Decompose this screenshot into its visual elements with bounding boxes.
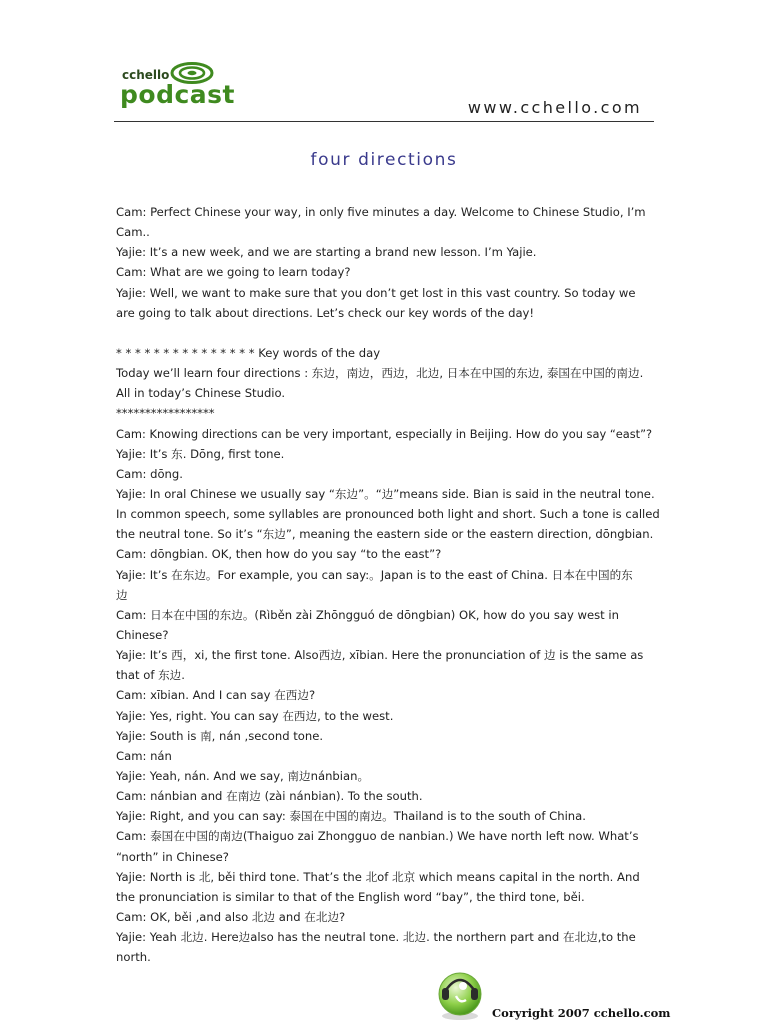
transcript-line: Yajie: In oral Chinese we usually say “东边”。“边”means side. Bian is said in the neutral tone. (116, 486, 655, 501)
transcript-line: Yajie: Well, we want to make sure that you don’t get lost in this vast country. So today we (116, 285, 636, 300)
headphone-globe-icon (432, 966, 488, 1022)
transcript-line: Cam: OK, běi ,and also 北边 and 在北边? (116, 909, 346, 924)
transcript-line: Yajie: It’s 在东边。For example, you can say:。Japan is to the east of China. 日本在中国的东 (116, 567, 633, 582)
transcript-line: “north” in Chinese? (116, 849, 229, 864)
transcript-line: All in today’s Chinese Studio. (116, 386, 286, 401)
header-divider (114, 121, 654, 122)
page-header (114, 56, 656, 122)
transcript-line: Cam: Knowing directions can be very important, especially in Beijing. How do you say “east”? (116, 426, 653, 441)
transcript-line: the pronunciation is similar to that of the English word “bay”, the third tone, běi. (116, 889, 585, 904)
logo-small-text: cchello (122, 68, 170, 82)
transcript-line: Cam: dōng. (116, 466, 183, 481)
site-url: www.cchello.com (467, 98, 642, 117)
copyright-text: Coryright 2007 cchello.com (492, 1006, 671, 1020)
transcript-line: that of 东边. (116, 668, 185, 683)
transcript-line: Yajie: Yes, right. You can say 在西边, to the west. (116, 708, 394, 723)
transcript-line: Yajie: North is 北, běi third tone. That’s the 北of 北京 which means capital in the north. And (116, 869, 640, 884)
transcript-line: Cam: 日本在中国的东边。(Rìběn zài Zhōngguó de dōngbian) OK, how do you say west in (116, 607, 619, 622)
transcript-line: Cam: xībian. And I can say 在西边? (116, 688, 316, 703)
transcript-body (116, 202, 660, 967)
transcript-line: Today we’ll learn four directions : 东边，南边，西边，北边, 日本在中国的东边, 泰国在中国的南边. (116, 366, 644, 381)
transcript-line: 边 (116, 587, 128, 602)
transcript-line: Yajie: It’s 西，xi, the first tone. Also西边, xībian. Here the pronunciation of 边 is the same as (116, 648, 644, 663)
transcript-line: Cam: Perfect Chinese your way, in only five minutes a day. Welcome to Chinese Studio, I’m (116, 205, 646, 219)
transcript-line: In common speech, some syllables are pronounced both light and short. Such a tone is called (116, 507, 660, 522)
transcript-line: Cam: dōngbian. OK, then how do you say “to the east”? (116, 547, 442, 562)
transcript-line: Cam: nánbian and 在南边 (zài nánbian). To the south. (116, 789, 423, 804)
page-title: four directions (310, 150, 458, 170)
transcript-line: north. (116, 950, 151, 965)
transcript-line: Yajie: It’s a new week, and we are starting a brand new lesson. I’m Yajie. (116, 245, 537, 260)
transcript-line: Cam.. (116, 225, 150, 240)
transcript-line: Yajie: Yeah 北边. Here边also has the neutral tone. 北边. the northern part and 在北边,to the (116, 930, 636, 945)
transcript-line: the neutral tone. So it’s “东边”, meaning the eastern side or the eastern direction, dōngbian. (116, 527, 654, 542)
transcript-line: are going to talk about directions. Let’s check our key words of the day! (116, 305, 535, 320)
transcript-line: Yajie: South is 南, nán ,second tone. (116, 728, 324, 743)
transcript-line: Yajie: It’s 东. Dōng, first tone. (116, 446, 285, 461)
transcript-line: Yajie: Right, and you can say: 泰国在中国的南边。Thailand is to the south of China. (116, 809, 586, 824)
transcript-line: Cam: What are we going to learn today? (116, 265, 351, 280)
transcript-line: ***************** (116, 406, 215, 421)
logo-podcast-text: podcast (120, 80, 235, 109)
transcript-line (116, 323, 660, 343)
transcript-line: Yajie: Yeah, nán. And we say, 南边nánbian。 (116, 768, 370, 783)
transcript-line: Cam: 泰国在中国的南边(Thaiguo zai Zhongguo de nanbian.) We have north left now. What’s (116, 829, 639, 844)
transcript-line: * * * * * * * * * * * * * * * Key words of the day (116, 345, 381, 360)
transcript-line: Cam: nán (116, 748, 172, 763)
cchello-podcast-logo (120, 60, 240, 112)
transcript-line: Chinese? (116, 627, 169, 642)
